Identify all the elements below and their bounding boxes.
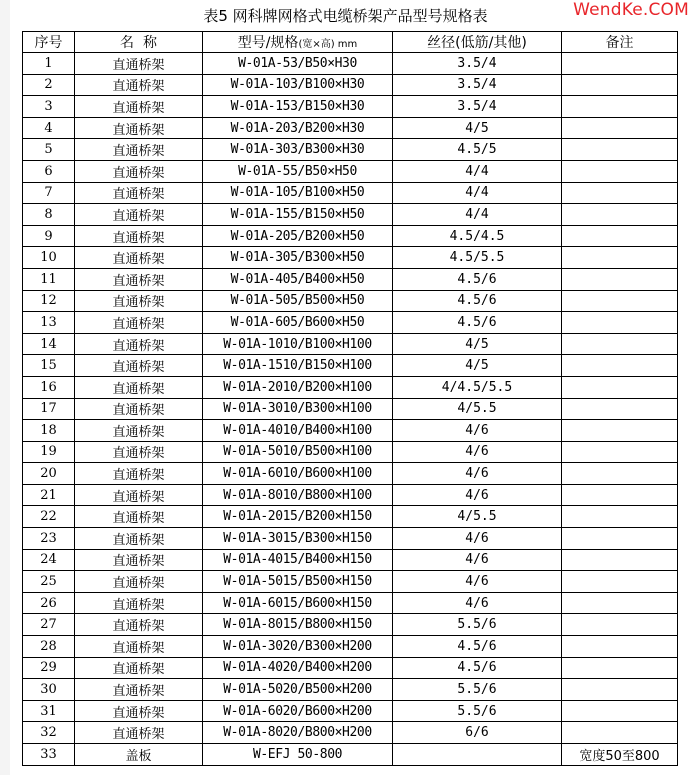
table-row [23,549,678,571]
row-model: W-01A-4015/B400×H150 [203,549,393,571]
row-wire-diameter: 4.5/5.5 [393,247,562,269]
row-name: 直通桥架 [75,614,203,636]
row-name: 直通桥架 [75,484,203,506]
row-index: 3 [23,96,75,118]
row-wire-diameter: 4.5/6 [393,636,562,658]
row-name: 直通桥架 [75,290,203,312]
table-row [23,225,678,247]
table-row [23,484,678,506]
row-index: 25 [23,571,75,593]
row-note [562,96,678,118]
row-name: 直通桥架 [75,679,203,701]
header-note: 备注 [562,32,678,53]
row-model: W-01A-305/B300×H50 [203,247,393,269]
row-name: 直通桥架 [75,139,203,161]
row-model: W-01A-4010/B400×H100 [203,420,393,442]
row-name: 直通桥架 [75,312,203,334]
row-name: 直通桥架 [75,506,203,528]
table-row [23,139,678,161]
table-row [23,74,678,96]
row-name: 直通桥架 [75,636,203,658]
row-index: 15 [23,355,75,377]
row-name: 直通桥架 [75,355,203,377]
table-row [23,506,678,528]
table-row [23,355,678,377]
table-header-row [23,32,678,53]
row-note [562,420,678,442]
header-index: 序号 [23,32,75,53]
table-row [23,571,678,593]
row-index: 9 [23,225,75,247]
row-name: 直通桥架 [75,333,203,355]
row-name: 直通桥架 [75,571,203,593]
row-note [562,376,678,398]
row-model: W-01A-505/B500×H50 [203,290,393,312]
row-wire-diameter: 4/6 [393,420,562,442]
row-name: 直通桥架 [75,53,203,75]
row-wire-diameter: 4.5/6 [393,312,562,334]
row-model: W-01A-205/B200×H50 [203,225,393,247]
row-model: W-01A-6010/B600×H100 [203,463,393,485]
row-wire-diameter: 4.5/5 [393,139,562,161]
row-wire-diameter: 5.5/6 [393,614,562,636]
row-note [562,355,678,377]
table-row [23,398,678,420]
row-index: 7 [23,182,75,204]
row-model: W-01A-8020/B800×H200 [203,722,393,744]
row-name: 直通桥架 [75,700,203,722]
row-wire-diameter: 4/5.5 [393,506,562,528]
table-row [23,420,678,442]
row-wire-diameter [393,744,562,766]
row-model: W-01A-53/B50×H30 [203,53,393,75]
row-wire-diameter: 4/6 [393,592,562,614]
row-model: W-01A-4020/B400×H200 [203,657,393,679]
row-wire-diameter: 4/5 [393,355,562,377]
row-note [562,571,678,593]
header-model-main: 型号/规格 [237,35,299,51]
row-wire-diameter: 4/6 [393,463,562,485]
table-row [23,700,678,722]
table-row [23,592,678,614]
row-index: 27 [23,614,75,636]
row-wire-diameter: 4/6 [393,441,562,463]
table-row [23,160,678,182]
table-title: 表5 网科牌网格式电缆桥架产品型号规格表 [203,7,488,25]
row-note [562,290,678,312]
table-row [23,463,678,485]
row-index: 18 [23,420,75,442]
row-note [562,700,678,722]
row-name: 直通桥架 [75,528,203,550]
row-model: W-01A-155/B150×H50 [203,204,393,226]
table-row [23,528,678,550]
table-row [23,333,678,355]
header-model [203,32,393,53]
left-margin-band [0,0,10,775]
row-note [562,528,678,550]
row-note [562,333,678,355]
row-note [562,614,678,636]
row-note [562,549,678,571]
row-index: 19 [23,441,75,463]
row-index: 33 [23,744,75,766]
table-row [23,657,678,679]
row-wire-diameter: 4.5/4.5 [393,225,562,247]
row-index: 24 [23,549,75,571]
row-name: 直通桥架 [75,549,203,571]
row-index: 10 [23,247,75,269]
table-row [23,679,678,701]
row-note [562,182,678,204]
table-row [23,376,678,398]
row-model: W-01A-105/B100×H50 [203,182,393,204]
row-note [562,679,678,701]
table-row [23,614,678,636]
table-row [23,636,678,658]
row-wire-diameter: 4/5 [393,333,562,355]
row-wire-diameter: 4/6 [393,571,562,593]
row-wire-diameter: 4/4 [393,160,562,182]
row-note [562,636,678,658]
row-index: 6 [23,160,75,182]
row-note [562,463,678,485]
spec-table [22,31,678,766]
row-note [562,592,678,614]
row-wire-diameter: 4/4 [393,204,562,226]
row-note [562,117,678,139]
row-name: 直通桥架 [75,592,203,614]
row-model: W-01A-3020/B300×H200 [203,636,393,658]
row-note [562,53,678,75]
row-note [562,247,678,269]
table-row [23,268,678,290]
row-name: 直通桥架 [75,398,203,420]
row-wire-diameter: 3.5/4 [393,74,562,96]
row-note [562,398,678,420]
row-wire-diameter: 4.5/6 [393,657,562,679]
row-index: 29 [23,657,75,679]
row-index: 11 [23,268,75,290]
row-name: 直通桥架 [75,376,203,398]
row-model: W-01A-55/B50×H50 [203,160,393,182]
row-name: 直通桥架 [75,74,203,96]
row-index: 22 [23,506,75,528]
row-note [562,139,678,161]
row-wire-diameter: 4.5/6 [393,268,562,290]
row-index: 12 [23,290,75,312]
row-model: W-01A-6020/B600×H200 [203,700,393,722]
row-model: W-01A-605/B600×H50 [203,312,393,334]
table-row [23,96,678,118]
row-wire-diameter: 4/4.5/5.5 [393,376,562,398]
row-name: 直通桥架 [75,225,203,247]
table-row [23,722,678,744]
row-wire-diameter: 3.5/4 [393,53,562,75]
row-note [562,441,678,463]
table-row [23,53,678,75]
row-wire-diameter: 4/6 [393,549,562,571]
row-model: W-01A-1510/B150×H100 [203,355,393,377]
row-model: W-01A-153/B150×H30 [203,96,393,118]
row-model: W-01A-2010/B200×H100 [203,376,393,398]
row-name: 直通桥架 [75,268,203,290]
row-note [562,160,678,182]
row-note [562,657,678,679]
row-name: 直通桥架 [75,160,203,182]
row-wire-diameter: 5.5/6 [393,700,562,722]
row-name: 直通桥架 [75,96,203,118]
row-name: 直通桥架 [75,117,203,139]
row-name: 直通桥架 [75,420,203,442]
row-model: W-01A-103/B100×H30 [203,74,393,96]
header-name: 名 称 [75,32,203,53]
row-index: 20 [23,463,75,485]
row-index: 17 [23,398,75,420]
row-index: 31 [23,700,75,722]
row-wire-diameter: 4.5/6 [393,290,562,312]
row-model: W-01A-405/B400×H50 [203,268,393,290]
row-name: 直通桥架 [75,722,203,744]
row-model: W-01A-203/B200×H30 [203,117,393,139]
row-name: 直通桥架 [75,247,203,269]
row-model: W-01A-2015/B200×H150 [203,506,393,528]
row-wire-diameter: 5.5/6 [393,679,562,701]
row-index: 8 [23,204,75,226]
row-model: W-EFJ 50-800 [203,744,393,766]
table-row [23,744,678,766]
header-model-unit: (宽×高) mm [298,39,358,50]
row-name: 直通桥架 [75,182,203,204]
row-note [562,722,678,744]
row-index: 16 [23,376,75,398]
row-index: 5 [23,139,75,161]
row-note [562,74,678,96]
row-note [562,506,678,528]
row-index: 21 [23,484,75,506]
row-wire-diameter: 4/6 [393,484,562,506]
row-name: 直通桥架 [75,441,203,463]
row-model: W-01A-8010/B800×H100 [203,484,393,506]
row-wire-diameter: 4/4 [393,182,562,204]
row-note [562,312,678,334]
row-wire-diameter: 6/6 [393,722,562,744]
header-wire: 丝径(低筋/其他) [393,32,562,53]
row-index: 2 [23,74,75,96]
row-index: 4 [23,117,75,139]
row-index: 13 [23,312,75,334]
table-row [23,441,678,463]
row-model: W-01A-5010/B500×H100 [203,441,393,463]
row-model: W-01A-3015/B300×H150 [203,528,393,550]
row-wire-diameter: 4/5.5 [393,398,562,420]
row-note [562,268,678,290]
row-index: 28 [23,636,75,658]
row-model: W-01A-1010/B100×H100 [203,333,393,355]
row-wire-diameter: 4/5 [393,117,562,139]
row-model: W-01A-5015/B500×H150 [203,571,393,593]
row-wire-diameter: 3.5/4 [393,96,562,118]
table-row [23,312,678,334]
row-note [562,204,678,226]
row-name: 直通桥架 [75,657,203,679]
row-note [562,484,678,506]
row-name: 直通桥架 [75,204,203,226]
row-index: 30 [23,679,75,701]
watermark: WendKe.COM [573,0,689,20]
row-name: 盖板 [75,744,203,766]
row-model: W-01A-3010/B300×H100 [203,398,393,420]
row-wire-diameter: 4/6 [393,528,562,550]
row-index: 32 [23,722,75,744]
row-index: 14 [23,333,75,355]
row-index: 1 [23,53,75,75]
table-row [23,204,678,226]
row-note: 宽度50至800 [562,744,678,766]
row-index: 26 [23,592,75,614]
table-row [23,290,678,312]
row-model: W-01A-8015/B800×H150 [203,614,393,636]
row-index: 23 [23,528,75,550]
row-model: W-01A-5020/B500×H200 [203,679,393,701]
row-note [562,225,678,247]
row-name: 直通桥架 [75,463,203,485]
table-row [23,182,678,204]
row-model: W-01A-6015/B600×H150 [203,592,393,614]
row-model: W-01A-303/B300×H30 [203,139,393,161]
table-row [23,247,678,269]
table-row [23,117,678,139]
